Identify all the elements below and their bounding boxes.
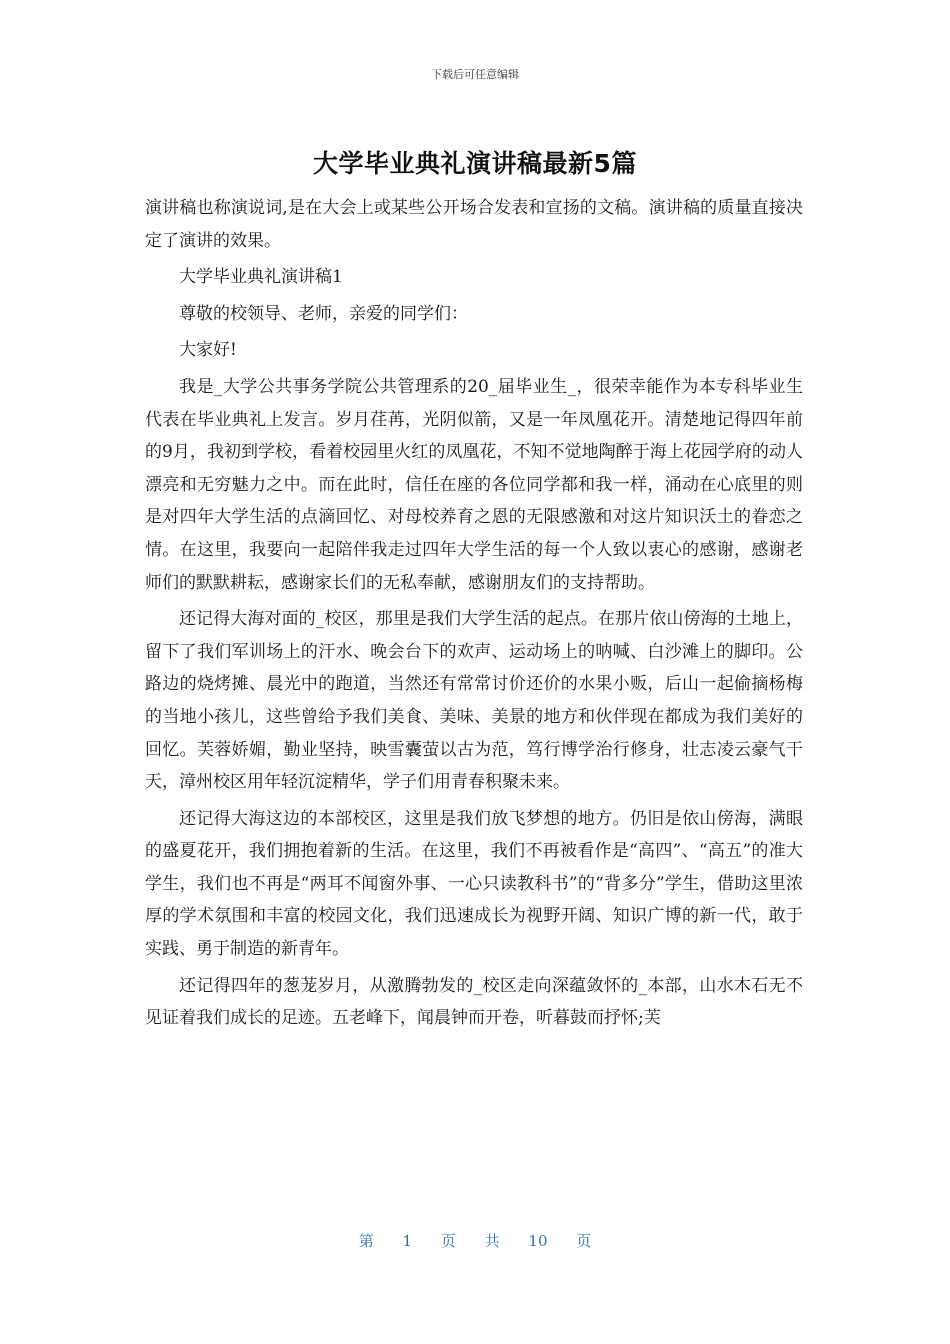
- footer-word: 页: [576, 1232, 592, 1250]
- document-title: 大学毕业典礼演讲稿最新5篇: [313, 149, 637, 178]
- current-page-number: 1: [402, 1232, 413, 1250]
- intro-paragraph: 演讲稿也称演说词,是在大会上或某些公开场合发表和宣扬的文稿。演讲稿的质量直接决定了演讲的效果。: [145, 198, 803, 251]
- salutation: 尊敬的校领导、老师，亲爱的同学们：: [179, 303, 468, 324]
- body-paragraph: 还记得四年的葱茏岁月，从激腾勃发的_校区走向深蕴敛怀的_本部，山水木石无不见证着我们成长的足迹。五老峰下，闻晨钟而开卷，听暮鼓而抒怀;芙: [145, 975, 803, 1029]
- greeting: 大家好!: [179, 340, 237, 361]
- page-footer: [0, 1230, 950, 1251]
- document-body: [145, 192, 803, 1039]
- body-paragraph: 还记得大海这边的本部校区，这里是我们放飞梦想的地方。仍旧是依山傍海，满眼的盛夏花开，我们拥抱着新的生活。在这里，我们不再被看作是“高四”、“高五”的准大学生，我们也不再是“两耳不闻窗外事、一心只读教科书”的“背多分”学生，借助这里浓厚的学术氛围和丰富的校园文化，我们迅速成长为视野开阔、知识广博的新一代，敢于实践、勇于制造的新青年。: [145, 808, 803, 960]
- footer-word: 页: [440, 1232, 456, 1250]
- header-note: 下载后可任意编辑: [431, 68, 519, 81]
- body-paragraph: 还记得大海对面的_校区，那里是我们大学生活的起点。在那片依山傍海的土地上，留下了我们军训场上的汗水、晚会台下的欢声、运动场上的呐喊、白沙滩上的脚印。公路边的烧烤摊、晨光中的跑道，当然还有常常讨价还价的水果小贩，后山一起偷摘杨梅的当地小孩儿，这些曾给予我们美食、美味、美景的地方和伙伴现在都成为我们美好的回忆。芙蓉娇媚，勤业坚持，映雪囊萤以古为范，笃行博学治行修身，壮志凌云豪气干天，漳州校区用年轻沉淀精华，学子们用青春积聚未来。: [145, 609, 803, 793]
- total-page-count: 10: [528, 1232, 548, 1250]
- body-paragraph: 我是_大学公共事务学院公共管理系的20_届毕业生_，很荣幸能作为本专科毕业生代表在毕业典礼上发言。岁月荏苒，光阴似箭，又是一年凤凰花开。清楚地记得四年前的9月，我初到学校，看着校园里火红的凤凰花，不知不觉地陶醉于海上花园学府的动人漂亮和无穷魅力之中。而在此时，信任在座的各位同学都和我一样，涌动在心底里的则是对四年大学生活的点滴回忆、对母校养育之恩的无限感激和对这片知识沃土的眷恋之情。在这里，我要向一起陪伴我走过四年大学生活的每一个人致以衷心的感谢，感谢老师们的默默耕耘，感谢家长们的无私奉献，感谢朋友们的支持帮助。: [145, 376, 803, 593]
- footer-word: 第: [358, 1232, 374, 1250]
- footer-word: 共: [484, 1232, 500, 1250]
- section-title: 大学毕业典礼演讲稿1: [179, 267, 343, 288]
